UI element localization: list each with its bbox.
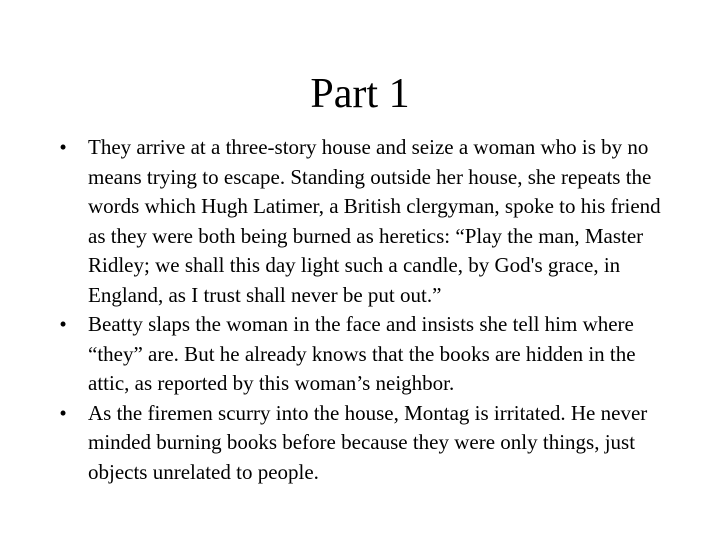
slide-title: Part 1 <box>310 71 410 117</box>
bullet-item <box>56 399 666 488</box>
bullet-item <box>56 310 666 399</box>
bullet-text: As the firemen scurry into the house, Montag is irritated. He never minded burning books before because they were only things, just objects unrelated to people. <box>88 400 648 484</box>
bullet-text: They arrive at a three-story house and seize a woman who is by no means trying to escape. Standing outside her house, she repeats the words which Hugh Latimer, a British clergyman, spoke to his friend as they were both being burned as heretics: “Play the man, Master Ridley; we shall this day light such a candle, by God's grace, in England, as I trust shall never be put out.” <box>88 135 661 307</box>
bullet-item <box>56 133 666 310</box>
bullet-marker: • <box>59 312 67 336</box>
bullet-list <box>56 133 666 487</box>
bullet-marker: • <box>59 400 67 425</box>
bullet-marker: • <box>59 135 67 159</box>
bullet-text: Beatty slaps the woman in the face and insists she tell him where “they” are. But he already knows that the books are hidden in the attic, as reported by this woman’s neighbor. <box>88 312 636 395</box>
